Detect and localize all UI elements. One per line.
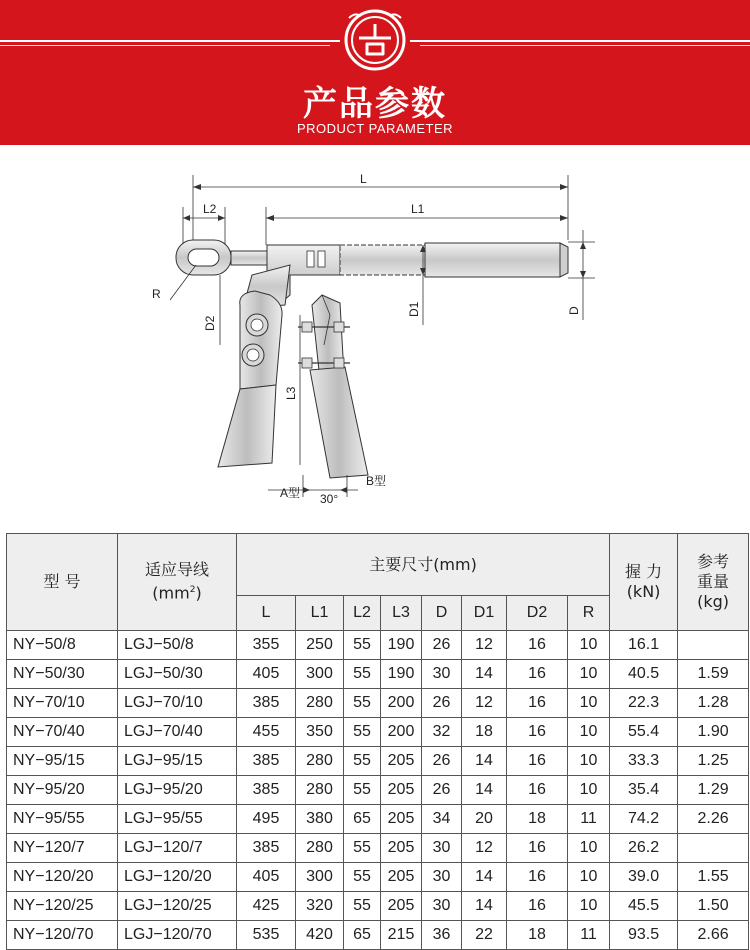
table-cell: 35.4 <box>610 776 678 805</box>
table-cell: 10 <box>568 631 610 660</box>
table-cell: 1.59 <box>678 660 749 689</box>
col-grip-label: 握 力 <box>625 562 663 581</box>
table-cell: 1.90 <box>678 718 749 747</box>
table-cell: NY−95/20 <box>7 776 118 805</box>
banner-divider-left-thin <box>0 45 330 46</box>
table-cell: 300 <box>296 863 344 892</box>
table-cell: 10 <box>568 776 610 805</box>
table-cell: 190 <box>381 631 422 660</box>
table-cell: 55 <box>344 718 381 747</box>
label-L1: L1 <box>411 202 425 216</box>
jumper-a-type <box>218 265 290 467</box>
table-row <box>7 921 749 950</box>
brand-logo-icon <box>343 8 407 72</box>
table-cell: 1.50 <box>678 892 749 921</box>
table-cell: 30 <box>422 660 462 689</box>
clamp-eye <box>176 240 267 275</box>
table-cell: 405 <box>237 863 296 892</box>
table-cell: NY−120/70 <box>7 921 118 950</box>
page-subtitle: PRODUCT PARAMETER <box>296 121 454 136</box>
table-cell: 385 <box>237 776 296 805</box>
table-row <box>7 834 749 863</box>
col-conductor <box>118 534 237 631</box>
table-row <box>7 776 749 805</box>
dimension-D2 <box>203 275 220 345</box>
table-cell: 74.2 <box>610 805 678 834</box>
table-cell: 16 <box>507 747 568 776</box>
table-cell: 55 <box>344 892 381 921</box>
col-dim-l3: L3 <box>381 596 422 631</box>
table-cell: 12 <box>462 834 507 863</box>
table-row <box>7 660 749 689</box>
table-cell: 205 <box>381 863 422 892</box>
table-cell: LGJ−50/8 <box>118 631 237 660</box>
table-cell: 10 <box>568 718 610 747</box>
table-cell: 205 <box>381 805 422 834</box>
col-dim-l1: L1 <box>296 596 344 631</box>
header-banner <box>0 0 750 145</box>
table-row <box>7 747 749 776</box>
table-cell: NY−120/20 <box>7 863 118 892</box>
table-cell: 22 <box>462 921 507 950</box>
table-cell: LGJ−50/30 <box>118 660 237 689</box>
col-dim-d1: D1 <box>462 596 507 631</box>
table-cell: LGJ−120/70 <box>118 921 237 950</box>
col-dims-group <box>237 534 610 596</box>
table-cell: 45.5 <box>610 892 678 921</box>
col-dims-label: 主要尺寸(mm) <box>369 554 477 574</box>
label-R: R <box>152 287 161 301</box>
table-cell: 350 <box>296 718 344 747</box>
col-model <box>7 534 118 631</box>
table-row <box>7 689 749 718</box>
table-cell: 34 <box>422 805 462 834</box>
banner-divider-right <box>410 40 750 42</box>
table-cell: 495 <box>237 805 296 834</box>
table-cell: 65 <box>344 921 381 950</box>
table-cell: 205 <box>381 834 422 863</box>
label-L2: L2 <box>203 202 217 216</box>
col-conductor-label: 适应导线 <box>144 560 209 580</box>
label-a-type: A型 <box>280 486 301 500</box>
table-cell: LGJ−70/40 <box>118 718 237 747</box>
dimension-D <box>567 230 595 320</box>
col-dim-r: R <box>568 596 610 631</box>
jumper-b-type <box>298 295 368 478</box>
table-cell: 280 <box>296 776 344 805</box>
table-row <box>7 805 749 834</box>
table-cell: NY−70/10 <box>7 689 118 718</box>
col-dim-l2: L2 <box>344 596 381 631</box>
table-cell: 280 <box>296 689 344 718</box>
table-cell: 16 <box>507 834 568 863</box>
table-row <box>7 718 749 747</box>
table-cell: 14 <box>462 776 507 805</box>
table-cell: 16 <box>507 892 568 921</box>
table-cell: 14 <box>462 892 507 921</box>
dimension-L2 <box>183 202 225 245</box>
col-model-label: 型 号 <box>43 572 81 591</box>
table-cell: 420 <box>296 921 344 950</box>
banner-divider-left <box>0 40 340 42</box>
table-row <box>7 863 749 892</box>
table-cell: 55 <box>344 631 381 660</box>
col-dim-d: D <box>422 596 462 631</box>
table-cell: 205 <box>381 776 422 805</box>
label-b-type: B型 <box>366 474 387 488</box>
table-cell: 26 <box>422 689 462 718</box>
table-cell: 535 <box>237 921 296 950</box>
table-cell: 26.2 <box>610 834 678 863</box>
table-cell: 205 <box>381 747 422 776</box>
table-cell: 455 <box>237 718 296 747</box>
table-row <box>7 631 749 660</box>
table-cell: NY−120/25 <box>7 892 118 921</box>
table-cell: 10 <box>568 892 610 921</box>
col-weight-label-2: 重量 <box>697 572 730 591</box>
label-angle: 30° <box>320 492 339 506</box>
table-cell: LGJ−120/20 <box>118 863 237 892</box>
table-cell: 16 <box>507 863 568 892</box>
table-cell: 10 <box>568 660 610 689</box>
table-cell: NY−50/30 <box>7 660 118 689</box>
dimension-L <box>193 172 568 240</box>
table-cell: LGJ−95/55 <box>118 805 237 834</box>
header-row-main <box>7 534 749 596</box>
table-cell: 14 <box>462 863 507 892</box>
col-grip <box>610 534 678 631</box>
table-cell: 18 <box>462 718 507 747</box>
table-cell: 12 <box>462 631 507 660</box>
table-cell: 300 <box>296 660 344 689</box>
table-cell: 16 <box>507 718 568 747</box>
table-cell: 33.3 <box>610 747 678 776</box>
col-conductor-unit-sup: 2 <box>189 585 196 596</box>
tension-clamp-drawing <box>0 145 750 530</box>
spec-table <box>6 533 749 950</box>
banner-divider-right-thin <box>420 45 750 46</box>
table-cell: 22.3 <box>610 689 678 718</box>
table-cell <box>678 631 749 660</box>
table-cell: LGJ−95/15 <box>118 747 237 776</box>
table-cell: 405 <box>237 660 296 689</box>
table-cell: 215 <box>381 921 422 950</box>
table-cell: 11 <box>568 805 610 834</box>
table-cell: 1.28 <box>678 689 749 718</box>
label-D2: D2 <box>203 315 217 331</box>
table-cell: 36 <box>422 921 462 950</box>
table-cell: 26 <box>422 776 462 805</box>
table-cell: 205 <box>381 892 422 921</box>
table-cell: 14 <box>462 747 507 776</box>
col-conductor-unit-close: ) <box>195 583 202 603</box>
table-cell: 55.4 <box>610 718 678 747</box>
table-cell: 2.66 <box>678 921 749 950</box>
table-cell: 14 <box>462 660 507 689</box>
dimension-L3 <box>284 315 300 465</box>
table-cell: 10 <box>568 689 610 718</box>
table-row <box>7 892 749 921</box>
col-weight <box>678 534 749 631</box>
col-weight-label-1: 参考 <box>697 552 730 571</box>
table-cell: 39.0 <box>610 863 678 892</box>
label-D: D <box>567 306 581 315</box>
table-cell: 380 <box>296 805 344 834</box>
table-cell: 1.29 <box>678 776 749 805</box>
col-dim-l: L <box>237 596 296 631</box>
table-cell: NY−95/55 <box>7 805 118 834</box>
table-cell: 190 <box>381 660 422 689</box>
table-cell: 16.1 <box>610 631 678 660</box>
table-cell: 65 <box>344 805 381 834</box>
table-cell: 32 <box>422 718 462 747</box>
table-cell: NY−70/40 <box>7 718 118 747</box>
table-cell: 30 <box>422 834 462 863</box>
table-cell: 93.5 <box>610 921 678 950</box>
table-cell: 10 <box>568 747 610 776</box>
table-cell: 385 <box>237 834 296 863</box>
table-cell: 10 <box>568 863 610 892</box>
spec-table-body <box>7 631 749 950</box>
table-cell: 18 <box>507 921 568 950</box>
table-cell: LGJ−120/7 <box>118 834 237 863</box>
table-cell: 12 <box>462 689 507 718</box>
label-L3: L3 <box>284 386 298 400</box>
product-diagram <box>0 145 750 530</box>
table-cell: 40.5 <box>610 660 678 689</box>
table-cell: 16 <box>507 689 568 718</box>
table-cell: 55 <box>344 776 381 805</box>
table-cell: NY−50/8 <box>7 631 118 660</box>
table-cell: 1.55 <box>678 863 749 892</box>
dimension-L1 <box>266 202 568 245</box>
page-title: 产品参数 <box>303 84 447 124</box>
label-D1: D1 <box>407 301 421 317</box>
table-cell: 55 <box>344 747 381 776</box>
table-cell <box>678 834 749 863</box>
table-cell: 10 <box>568 834 610 863</box>
table-cell: 1.25 <box>678 747 749 776</box>
table-cell: 16 <box>507 660 568 689</box>
table-cell: 16 <box>507 631 568 660</box>
col-dim-d2: D2 <box>507 596 568 631</box>
label-L: L <box>360 172 367 186</box>
table-cell: NY−120/7 <box>7 834 118 863</box>
table-cell: 385 <box>237 689 296 718</box>
table-cell: 200 <box>381 689 422 718</box>
table-cell: 55 <box>344 834 381 863</box>
table-cell: 200 <box>381 718 422 747</box>
table-cell: 30 <box>422 863 462 892</box>
table-cell: 30 <box>422 892 462 921</box>
table-cell: 385 <box>237 747 296 776</box>
table-cell: 2.26 <box>678 805 749 834</box>
table-cell: 320 <box>296 892 344 921</box>
table-cell: 55 <box>344 863 381 892</box>
table-cell: 18 <box>507 805 568 834</box>
table-cell: 16 <box>507 776 568 805</box>
col-conductor-unit-open: (mm <box>152 583 190 603</box>
table-cell: 20 <box>462 805 507 834</box>
table-cell: LGJ−70/10 <box>118 689 237 718</box>
table-cell: 55 <box>344 689 381 718</box>
table-cell: 55 <box>344 660 381 689</box>
table-cell: 355 <box>237 631 296 660</box>
col-conductor-unit <box>118 580 236 603</box>
table-cell: 280 <box>296 834 344 863</box>
table-cell: NY−95/15 <box>7 747 118 776</box>
table-cell: 11 <box>568 921 610 950</box>
col-grip-unit: (kN) <box>626 582 661 601</box>
table-cell: 280 <box>296 747 344 776</box>
table-cell: 26 <box>422 747 462 776</box>
table-cell: 250 <box>296 631 344 660</box>
table-cell: 26 <box>422 631 462 660</box>
table-cell: LGJ−120/25 <box>118 892 237 921</box>
col-weight-unit: (kg) <box>697 592 729 611</box>
table-cell: 425 <box>237 892 296 921</box>
table-cell: LGJ−95/20 <box>118 776 237 805</box>
